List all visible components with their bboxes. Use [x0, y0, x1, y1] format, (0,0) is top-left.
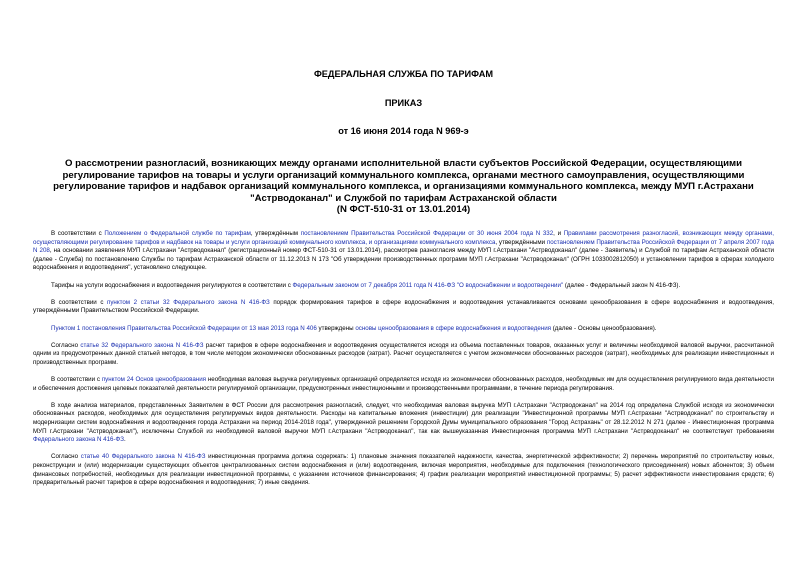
text: .	[124, 436, 126, 444]
text: В соответствии с	[51, 229, 105, 237]
text: , и	[553, 229, 564, 237]
text: Согласно	[51, 341, 81, 349]
paragraph-6	[33, 376, 774, 393]
text: , утверждённым	[250, 229, 301, 237]
paragraph-4	[33, 325, 774, 334]
document-body	[33, 230, 774, 488]
text: , утверждёнными	[495, 238, 547, 246]
paragraph-7	[33, 402, 774, 445]
text: расчет тарифов в сфере водоснабжения и водоотведения осуществляется исходя из объема поставленных товаров, оказанных услуг и величины необходимой валовой выручки, рассчитанной одним из предусмотренных данной статьей методов, в том числе методом экономически обоснованных расходов (затрат). Расчет осуществляется с учетом экономически обоснованных расходов (затрат), необходимых для реализации инвестиционных и производственных программ.	[33, 341, 774, 366]
text: необходимая валовая выручка регулируемых организаций определяется исходя из экономически обоснованных расходов, необходимых им для осуществления регулируемого вида деятельности и обеспечения достижения целевых показателей деятельности регулируемой организации, предусмотренных инвестиционными и производственными программами, в течение периода регулирования.	[33, 376, 775, 392]
text: утверждены	[316, 324, 356, 332]
link-law-416-art32-p2[interactable]: пунктом 2 статьи 32 Федерального закона N 416-ФЗ	[106, 298, 270, 306]
link-decree-208[interactable]: постановлением Правительства Российской Федерации от 7 апреля 2007 года N 208	[33, 238, 774, 255]
text: порядок формирования тарифов в сфере водоснабжения и водоотведения устанавливается основами ценообразования в сфере водоснабжения и водоотведения, утверждёнными Правительством Российской Федерации.	[33, 298, 775, 315]
text: Согласно	[51, 453, 81, 461]
link-disagreement-rules[interactable]: Правилами рассмотрения разногласий, возникающих между органами, осуществляющими регулирование тарифов и надбавок на товары и услуги организаций коммунального комплекса, и организациями коммунального комплекса	[33, 229, 774, 246]
document-title	[33, 158, 774, 216]
text: В соответствии с	[51, 298, 107, 306]
text: Тарифы на услуги водоснабжения и водоотведения регулируются в соответствии с	[51, 281, 293, 289]
document-date-number: от 16 июня 2014 года N 969-э	[338, 126, 469, 136]
document-title-number: (N ФСТ-510-31 от 13.01.2014)	[336, 204, 471, 216]
text: , на основании заявления МУП г.Астрахани "Астрводоканал" (регистрационный номер ФСТ-510-31 от 13.01.2014), рассмотрев разногласия между МУП г.Астрахани "Астрводоканал" (далее - Заявитель) и Службой по тарифам Астраханской области (далее - Служба) по постановлению Службы по тарифам Астраханской области от 11.12.2013 N 173 "Об утверждении производственных программ МУП г.Астрахани "Астрводоканал" (ОГРН 1033002812050) и установлении тарифов в сферах холодного водоснабжения и водоотведения", установлено следующее.	[33, 247, 774, 272]
link-law-416-short[interactable]: Федерального закона N 416-ФЗ	[33, 436, 125, 444]
text: В соответствии с	[51, 376, 102, 384]
link-law-416[interactable]: Федеральным законом от 7 декабря 2011 года N 416-ФЗ "О водоснабжении и водоотведении"	[292, 281, 564, 289]
document-title-text: О рассмотрении разногласий, возникающих между органами исполнительной власти субъектов Российской Федерации, осуществляющими регулирование тарифов на товары и услуги организаций коммунального комплекса, органами местного самоуправления, осуществляющими регулирование тарифов и надбавок организаций коммунального комплекса, и организациями коммунального комплекса, между МУП г.Астрахани "Астрводоканал" и Службой по тарифам Астраханской области	[53, 158, 754, 204]
text: (далее - Основы ценообразования).	[551, 324, 657, 332]
link-pricing-basics-p24[interactable]: пунктом 24 Основ ценообразования	[101, 376, 206, 384]
link-decree-406[interactable]: Пунктом 1 постановления Правительства Российской Федерации от 13 мая 2013 года N 406	[51, 324, 317, 332]
paragraph-1	[33, 230, 774, 273]
link-decree-332[interactable]: постановлением Правительства Российской Федерации от 30 июня 2004 года N 332	[300, 229, 554, 237]
link-fst-regulation[interactable]: Положением о Федеральной службе по тарифам	[104, 229, 251, 237]
paragraph-5	[33, 342, 774, 368]
link-law-416-art40[interactable]: статье 40 Федерального закона N 416-ФЗ	[80, 453, 206, 461]
link-pricing-basics[interactable]: основы ценообразования в сфере водоснабжения и водоотведения	[355, 324, 551, 332]
paragraph-8	[33, 453, 774, 487]
paragraph-3	[33, 299, 774, 316]
link-law-416-art32[interactable]: статье 32 Федерального закона N 416-ФЗ	[80, 341, 204, 349]
document-type: ПРИКАЗ	[384, 98, 423, 108]
text: В ходе анализа материалов, представленных Заявителем в ФСТ России для рассмотрения разногласий, следует, что необходимая валовая выручка МУП г.Астрахани "Астрводоканал" на 2014 год определена Службой исходя из экономически обоснованных расходов, необходимых для осуществления регулируемых видов деятельности. Расходы на капитальные вложения (инвестиции) для реализации "Инвестиционной программы МУП г.Астрахани "Астрводоканал" по строительству и модернизации систем водоснабжения и водоотведения города Астрахани на период 2014-2018 года", утвержденной решением Городской Думы муниципального образования "Город Астрахань" от 28.12.2012 N 271 (далее - Инвестиционная программа МУП г.Астрахани "Астрводоканал"), исключены Службой из необходимой валовой выручки МУП г.Астрахани "Астрводоканал", так как вышеуказанная Инвестиционная программа МУП г.Астрахани "Астрводоканал" не соответствует требованиям	[33, 401, 774, 435]
paragraph-2	[33, 282, 774, 291]
agency-name: ФЕДЕРАЛЬНАЯ СЛУЖБА ПО ТАРИФАМ	[313, 69, 494, 79]
text: (далее - Федеральный закон N 416-ФЗ).	[563, 281, 681, 289]
text: инвестиционная программа должна содержать: 1) плановые значения показателей надежности, качества, энергетической эффективности; 2) перечень мероприятий по строительству новых, реконструкции и (или) модернизации существующих объектов централизованных систем водоснабжения и (или) водоотведения, включая мероприятия, необходимые для подключения (технологического присоединения) новых абонентов; 3) объем финансовых потребностей, необходимых для реализации инвестиционной программы, с указанием источников финансирования; 4) график реализации мероприятий инвестиционной программы; 5) расчет эффективности инвестирования средств; 6) предварительный расчет тарифов в сфере водоснабжения и водоотведения; 7) иные сведения.	[33, 453, 774, 487]
